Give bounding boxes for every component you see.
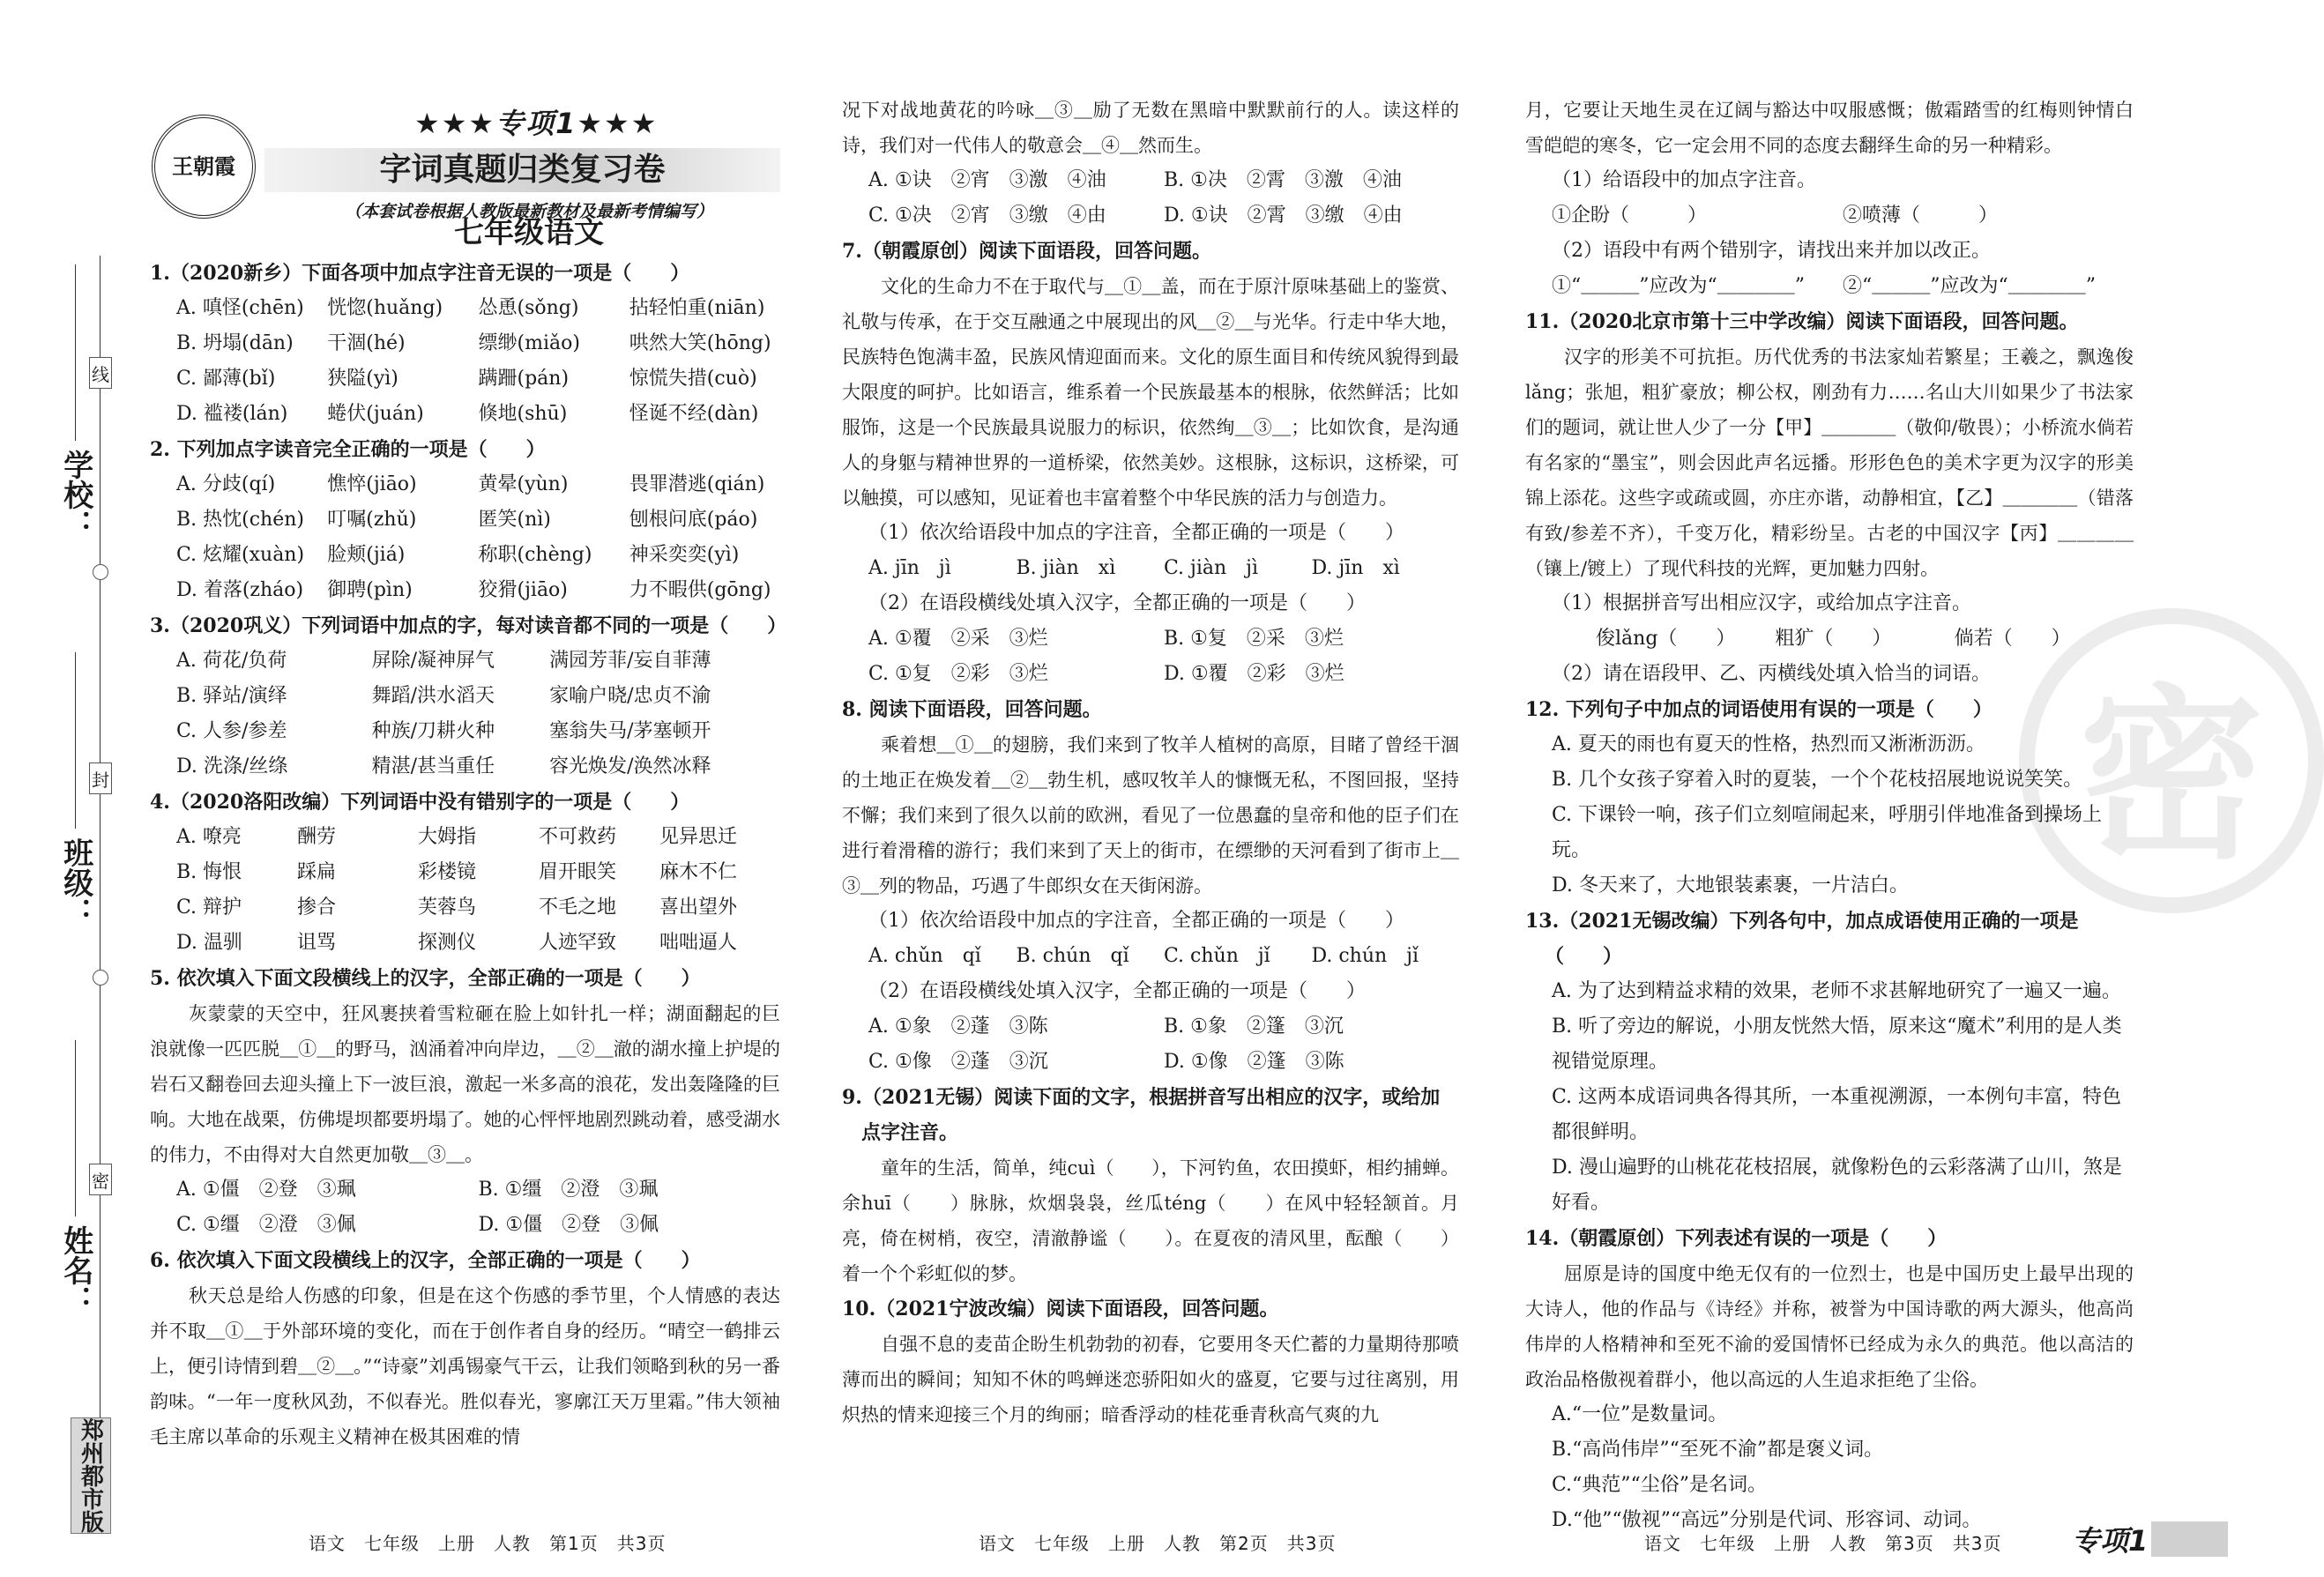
option: 蹒跚(pán) bbox=[478, 368, 570, 390]
question-3-stem: 3.（2020巩义）下列词语中加点的字，每对读音都不同的一项是（ ） bbox=[150, 614, 787, 637]
option[interactable]: A. 荷花/负荷 bbox=[176, 650, 287, 672]
question-7-sub1: （1）依次给语段中加点的字注音，全都正确的一项是（ ） bbox=[868, 522, 1404, 544]
question-10-sub2-items[interactable] bbox=[1525, 269, 2134, 304]
question-8-passage: 乘着想＿①＿的翅膀，我们来到了牧羊人植树的高原，目睹了曾经干涸的土地正在焕发着＿②＿勃生机，感叹牧羊人的慷慨无私，不图回报，坚持不懈；我们来到了很久以前的欧洲，看见了一位愚蠢的皇帝和他的臣子们在进行着滑稽的游行；我们来到了天上的街市，在缥缈的天河看到了街市上＿③＿列的物品，巧遇了牛郎织女在天街闲游。 bbox=[842, 734, 1459, 896]
answer-blank[interactable]: ②“＿＿＿”应改为“＿＿＿＿” bbox=[1843, 275, 2096, 297]
answer-blank[interactable]: ②喷薄（ ） bbox=[1843, 205, 1999, 227]
question-1-options[interactable] bbox=[150, 291, 780, 432]
question-12-stem: 12. 下列句子中加点的词语使用有误的一项是（ ） bbox=[1525, 698, 1993, 721]
option[interactable]: A. chǔn qǐ bbox=[868, 945, 981, 967]
header bbox=[150, 0, 780, 256]
option: 酬劳 bbox=[297, 826, 337, 848]
option: 力不暇供(gōng) bbox=[629, 579, 771, 601]
option[interactable]: B. 悔恨 bbox=[176, 861, 242, 883]
option: 怂恿(sǒng) bbox=[478, 297, 579, 319]
brand-bar bbox=[2151, 1521, 2228, 1557]
option: 缥缈(miǎo) bbox=[478, 332, 580, 354]
question-11-sub1: （1）根据拼音写出相应汉字，或给加点字注音。 bbox=[1552, 592, 1971, 614]
option: 不可救药 bbox=[539, 826, 617, 848]
option: 刨根问底(páo) bbox=[629, 509, 758, 531]
option[interactable]: A. ①僵 ②登 ③珮 bbox=[176, 1179, 356, 1201]
page-title: 字词真题归类复习卷 bbox=[379, 152, 666, 188]
option: 匿笑(nì) bbox=[478, 509, 551, 531]
school-blank[interactable] bbox=[75, 264, 76, 441]
option: 黄晕(yùn) bbox=[478, 473, 569, 495]
answer-blank[interactable]: ①企盼（ ） bbox=[1552, 205, 1708, 227]
option[interactable]: C. 辩护 bbox=[176, 896, 242, 919]
option[interactable]: B. ①复 ②采 ③烂 bbox=[1164, 628, 1344, 650]
option[interactable]: B. 热忱(chén) bbox=[176, 509, 304, 531]
option: 屏除/凝神屏气 bbox=[371, 650, 495, 672]
option: 精湛/甚当重任 bbox=[371, 755, 495, 777]
option[interactable]: B. 几个女孩子穿着入时的夏装，一个个花枝招展地说说笑笑。 bbox=[1552, 769, 2083, 791]
question-6-passage: 秋天总是给人伤感的印象，但是在这个伤感的季节里，个人情感的表达并不取＿①＿于外部环境的变化，而在于创作者自身的经历。“晴空一鹤排云上，便引诗情到碧＿②＿。”“诗豪”刘禹锡豪气干云，让我们领略到秋的另一番韵味。“一年一度秋风劲，不似春光。胜似春光，寥廓江天万里霜。”伟大领袖毛主席以革命的乐观主义精神在极其困难的情 bbox=[150, 1285, 780, 1447]
option: 塞翁失马/茅塞顿开 bbox=[549, 720, 711, 742]
option: 见异思迁 bbox=[659, 826, 738, 848]
option: 容光焕发/涣然冰释 bbox=[549, 755, 711, 777]
option[interactable]: C. 这两本成语词典各得其所，一本重视溯源，一本例句丰富，特色都很鲜明。 bbox=[1552, 1086, 2122, 1143]
option: 惊慌失措(cuò) bbox=[629, 368, 757, 390]
seal-mi-mark: 密 bbox=[89, 1164, 112, 1195]
confidential-stamp: 密 bbox=[2019, 608, 2324, 913]
question-10-sub1: （1）给语段中的加点字注音。 bbox=[1552, 169, 1816, 191]
edition-label: 郑州都市版 bbox=[71, 1417, 111, 1534]
option[interactable]: A. 夏天的雨也有夏天的性格，热烈而又淅淅沥沥。 bbox=[1552, 733, 1985, 755]
option[interactable]: C. 炫耀(xuàn) bbox=[176, 544, 305, 566]
option: 拈轻怕重(niān) bbox=[629, 297, 765, 319]
option: 芙蓉鸟 bbox=[418, 896, 477, 919]
option[interactable]: C. ①缰 ②澄 ③佩 bbox=[176, 1214, 356, 1236]
name-blank[interactable] bbox=[75, 1040, 76, 1216]
option[interactable]: C. ①像 ②蓬 ③沉 bbox=[868, 1051, 1048, 1073]
question-8-sub1-options[interactable] bbox=[842, 939, 1459, 974]
question-2-options[interactable] bbox=[150, 467, 780, 608]
question-8-stem: 8. 阅读下面语段，回答问题。 bbox=[842, 698, 1102, 721]
option[interactable]: D. 漫山遍野的山桃花花枝招展，就像粉色的云彩落满了山川，煞是好看。 bbox=[1552, 1157, 2122, 1214]
option: 怪诞不经(dàn) bbox=[629, 403, 759, 425]
option[interactable]: C. chǔn jǐ bbox=[1164, 945, 1270, 967]
option: 喜出望外 bbox=[659, 896, 738, 919]
option[interactable]: B. jiàn xì bbox=[1016, 557, 1116, 579]
option[interactable]: B.“高尚伟岸”“至死不渝”都是褒义词。 bbox=[1552, 1439, 1884, 1461]
option[interactable]: B. chún qǐ bbox=[1016, 945, 1129, 967]
binding-sidebar bbox=[0, 0, 132, 1577]
option[interactable]: D. ①诀 ②霄 ③缴 ④由 bbox=[1164, 205, 1403, 227]
option: 不毛之地 bbox=[539, 896, 617, 919]
page-subtitle: （本套试卷根据人教版最新教材及最新考情编写） bbox=[344, 202, 713, 221]
section-badge: ★★★专项1★★★ bbox=[414, 107, 659, 140]
question-8-sub2: （2）在语段横线处填入汉字，全都正确的一项是（ ） bbox=[868, 980, 1366, 1002]
brand-logo: 王朝霞 bbox=[152, 115, 256, 219]
answer-blank[interactable]: 俊lǎng（ ） bbox=[1596, 628, 1736, 650]
question-10-passage-cont: 月，它要让天地生灵在辽阔与豁达中叹服感慨；傲霜踏雪的红梅则钟情白雪皑皑的寒冬，它一定会用不同的态度去翻绎生命的另一种精彩。 bbox=[1525, 100, 2134, 156]
column-3 bbox=[1525, 93, 2134, 1538]
option[interactable]: C. ①复 ②彩 ③烂 bbox=[868, 663, 1048, 685]
question-8-sub2-options[interactable] bbox=[842, 1009, 1459, 1080]
section-footer-badge: 专项1 bbox=[2072, 1524, 2149, 1558]
question-5-stem: 5. 依次填入下面文段横线上的汉字，全部正确的一项是（ ） bbox=[150, 967, 701, 990]
option: 探测仪 bbox=[418, 932, 477, 954]
question-5-options[interactable] bbox=[150, 1172, 780, 1243]
question-10-sub2: （2）语段中有两个错别字，请找出来并加以改正。 bbox=[1552, 240, 1991, 262]
question-11-sub2: （2）请在语段甲、乙、丙横线处填入恰当的词语。 bbox=[1552, 663, 1991, 685]
grade-title: 七年级语文 bbox=[454, 215, 604, 250]
page-footer-3: 语文 七年级 上册 人教 第3页 共3页 bbox=[1644, 1533, 2002, 1554]
option[interactable]: A. ①象 ②蓬 ③陈 bbox=[868, 1015, 1048, 1038]
column-1 bbox=[150, 0, 787, 1454]
option[interactable]: A. ①诀 ②宵 ③激 ④油 bbox=[868, 169, 1106, 191]
option: 种族/刀耕火种 bbox=[371, 720, 495, 742]
page-footer-2: 语文 七年级 上册 人教 第2页 共3页 bbox=[979, 1533, 1337, 1554]
school-label: 学校： bbox=[57, 450, 93, 539]
seal-circle bbox=[93, 564, 108, 580]
question-6-stem: 6. 依次填入下面文段横线上的汉字，全部正确的一项是（ ） bbox=[150, 1249, 701, 1272]
question-3-options[interactable] bbox=[150, 643, 780, 785]
option[interactable]: B. ①象 ②篷 ③沉 bbox=[1164, 1015, 1344, 1038]
seal-line-mark: 线 bbox=[89, 357, 112, 389]
question-9-stem: 9.（2021无锡）阅读下面的文字，根据拼音写出相应的汉字，或给加点字注音。 bbox=[842, 1086, 1441, 1144]
name-label: 姓名： bbox=[57, 1225, 93, 1315]
answer-blank[interactable]: 倘若（ ） bbox=[1954, 628, 2071, 650]
option[interactable]: D. chún jǐ bbox=[1311, 945, 1419, 967]
option[interactable]: B. 驿站/演绎 bbox=[176, 685, 287, 707]
option[interactable]: D. ①像 ②篷 ③陈 bbox=[1164, 1051, 1344, 1073]
question-4-stem: 4.（2020洛阳改编）下列词语中没有错别字的一项是（ ） bbox=[150, 791, 690, 814]
option[interactable]: D. 褴褛(lán) bbox=[176, 403, 288, 425]
option: 蜷伏(juán) bbox=[327, 403, 424, 425]
option[interactable]: C.“典范”“尘俗”是名词。 bbox=[1552, 1474, 1768, 1496]
option: 称职(chèng) bbox=[478, 544, 592, 566]
option[interactable]: D.“他”“傲视”“高远”分别是代词、形容词、动词。 bbox=[1552, 1509, 1982, 1531]
option: 满园芳菲/妄自菲薄 bbox=[549, 650, 711, 672]
seal-feng-mark: 封 bbox=[89, 762, 112, 794]
question-7-sub2: （2）在语段横线处填入汉字，全都正确的一项是（ ） bbox=[868, 592, 1366, 614]
option[interactable]: D. 洗涤/丝绦 bbox=[176, 755, 288, 777]
question-2-stem: 2. 下列加点字读音完全正确的一项是（ ） bbox=[150, 438, 546, 461]
question-10-stem: 10.（2021宁波改编）阅读下面语段，回答问题。 bbox=[842, 1298, 1279, 1320]
question-9-passage[interactable]: 童年的生活，简单，纯cuì（ ），下河钓鱼，农田摸虾，相约捕蝉。余huī（ ）脉脉，炊烟袅袅，丝瓜téng（ ）在风中轻轻颔首。月亮，倚在树梢，夜空，清澈静谧（ ）。在夏夜的清风里，酝酿（ ）着一个个彩虹似的梦。 bbox=[842, 1157, 1459, 1284]
question-11-stem: 11.（2020北京市第十三中学改编）阅读下面语段，回答问题。 bbox=[1525, 310, 2079, 333]
option: 干涸(hé) bbox=[327, 332, 406, 354]
option[interactable]: C. 鄙薄(bǐ) bbox=[176, 368, 276, 390]
option[interactable]: D. 着落(zháo) bbox=[176, 579, 304, 601]
answer-blank[interactable]: 粗犷（ ） bbox=[1775, 628, 1892, 650]
question-14-stem: 14.（朝霞原创）下列表述有误的一项是（ ） bbox=[1525, 1227, 1948, 1250]
option[interactable]: B. 坍塌(dān) bbox=[176, 332, 294, 354]
option: 眉开眼笑 bbox=[539, 861, 617, 883]
school-field[interactable] bbox=[48, 264, 101, 539]
question-11-passage: 汉字的形美不可抗拒。历代优秀的书法家灿若繁星；王羲之，飘逸俊lǎng；张旭，粗犷豪放；柳公权，刚劲有力……名山大川如果少了书法家们的题词，就让世人少了一分【甲】＿＿＿＿（敬仰/敬畏）；小桥流水倘若有名家的“墨宝”，则会因此声名远播。形形色色的美术字更为汉字的形美锦上添花。这些字或疏或圆，亦庄亦谐，动静相宜，【乙】＿＿＿＿（错落有致/参差不齐），千变万化，精彩纷呈。古老的中国汉字【丙】＿＿＿＿（镶上/镀上）了现代科技的光辉，更加魅力四射。 bbox=[1525, 346, 2134, 579]
column-2 bbox=[842, 93, 1459, 1432]
option[interactable]: B. ①缰 ②澄 ③珮 bbox=[478, 1179, 659, 1201]
page-footer-1: 语文 七年级 上册 人教 第1页 共3页 bbox=[309, 1533, 667, 1554]
option: 大姆指 bbox=[418, 826, 477, 848]
question-11-sub1-items[interactable] bbox=[1525, 621, 2134, 657]
option[interactable]: A. 分歧(qí) bbox=[176, 473, 276, 495]
option: 掺合 bbox=[297, 896, 337, 919]
option: 咄咄逼人 bbox=[659, 932, 738, 954]
option[interactable]: B. ①决 ②霄 ③激 ④油 bbox=[1164, 169, 1402, 191]
question-13-stem: 13.（2021无锡改编）下列各句中，加点成语使用正确的一项是（ ） bbox=[1525, 910, 2079, 968]
question-10-passage: 自强不息的麦苗企盼生机勃勃的初春，它要用冬天伫蓄的力量期待那喷薄而出的瞬间；知知不休的鸣蝉迷恋骄阳如火的盛夏，它要与过往离别，用炽热的情来迎接三个月的绚丽；暗香浮动的桂花垂青秋高气爽的九 bbox=[842, 1334, 1459, 1425]
class-blank[interactable] bbox=[75, 652, 76, 829]
option[interactable]: A. 嗔怪(chēn) bbox=[176, 297, 304, 319]
question-6-passage-cont: 况下对战地黄花的吟咏＿③＿励了无数在黑暗中默默前行的人。读这样的诗，我们对一代伟人的敬意会＿④＿然而生。 bbox=[842, 100, 1459, 156]
option[interactable]: A.“一位”是数量词。 bbox=[1552, 1403, 1728, 1425]
option[interactable]: C. 下课铃一响，孩子们立刻喧闹起来，呼朋引伴地准备到操场上玩。 bbox=[1552, 804, 2103, 861]
option[interactable]: A. 为了达到精益求精的效果，老师不求甚解地研究了一遍又一遍。 bbox=[1552, 980, 2121, 1002]
option: 踩扁 bbox=[297, 861, 337, 883]
option: 恍惚(huǎng) bbox=[327, 297, 443, 319]
option: 倏地(shū) bbox=[478, 403, 568, 425]
option[interactable]: C. ①决 ②宵 ③缴 ④由 bbox=[868, 205, 1106, 227]
question-14-passage: 屈原是诗的国度中绝无仅有的一位烈士，也是中国历史上最早出现的大诗人，他的作品与《诗经》并称，被誉为中国诗歌的两大源头，他高尚伟岸的人格精神和至死不渝的爱国情怀已经成为永久的典范。他以高洁的政治品格傲视着群小，他以高远的人生追求拒绝了尘俗。 bbox=[1525, 1263, 2134, 1390]
option: 狭隘(yì) bbox=[327, 368, 399, 390]
option: 家喻户晓/忠贞不渝 bbox=[549, 685, 711, 707]
option[interactable]: D. ①覆 ②彩 ③烂 bbox=[1164, 663, 1344, 685]
option: 彩楼镜 bbox=[418, 861, 477, 883]
option: 狡猾(jiāo) bbox=[478, 579, 568, 601]
option[interactable]: C. 人参/参差 bbox=[176, 720, 287, 742]
option: 御聘(pìn) bbox=[327, 579, 413, 601]
option: 畏罪潜逃(qián) bbox=[629, 473, 765, 495]
option[interactable]: B. 听了旁边的解说，小朋友恍然大悟，原来这“魔术”利用的是人类视错觉原理。 bbox=[1552, 1015, 2122, 1073]
option[interactable]: D. 温驯 bbox=[176, 932, 242, 954]
question-6-options[interactable] bbox=[842, 163, 1459, 234]
option[interactable]: A. 嘹亮 bbox=[176, 826, 242, 848]
option[interactable]: D. jīn xì bbox=[1311, 557, 1400, 579]
question-7-passage: 文化的生命力不在于取代与＿①＿盖，而在于原汁原味基础上的鉴赏、礼敬与传承，在于交互融通之中展现出的风＿②＿与光华。行走中华大地，民族特色饱满丰盈，民族风情迎面而来。文化的原生面目和传统风貌得到最大限度的呵护。比如语言，维系着一个民族最基本的根脉，依然鲜活；比如服饰，这是一个民族最具说服力的标识，依然绚＿③＿；比如饮食，是沟通人的身躯与精神世界的一道桥梁，依然美妙。这根脉，这标识，这桥梁，可以触摸，可以感知，见证着也丰富着整个中华民族的活力与创造力。 bbox=[842, 276, 1459, 509]
option: 叮嘱(zhǔ) bbox=[327, 509, 417, 531]
option: 舞蹈/洪水滔天 bbox=[371, 685, 495, 707]
option[interactable]: C. jiàn jì bbox=[1164, 557, 1259, 579]
option: 哄然大笑(hōng) bbox=[629, 332, 771, 354]
option[interactable]: D. 冬天来了，大地银装素裹，一片洁白。 bbox=[1552, 874, 1909, 896]
question-7-sub1-options[interactable] bbox=[842, 551, 1459, 586]
question-1-stem: 1.（2020新乡）下面各项中加点字注音无误的一项是（ ） bbox=[150, 262, 690, 285]
option[interactable]: A. ①覆 ②采 ③烂 bbox=[868, 628, 1048, 650]
question-5-passage: 灰蒙蒙的天空中，狂风裹挟着雪粒砸在脸上如针扎一样；湖面翻起的巨浪就像一匹匹脱＿①＿的野马，汹涌着冲向岸边，＿②＿澈的湖水撞上护堤的岩石又翻卷回去迎头撞上下一波巨浪，激起一米多高的浪花，发出轰隆隆的巨响。大地在战栗，仿佛堤坝都要坍塌了。她的心怦怦地剧烈跳动着，感受湖水的伟力，不由得对大自然更加敬＿③＿。 bbox=[150, 1003, 780, 1165]
option: 憔悴(jiāo) bbox=[327, 473, 417, 495]
option: 脸颊(jiá) bbox=[327, 544, 406, 566]
class-label: 班级： bbox=[57, 837, 93, 927]
option: 诅骂 bbox=[297, 932, 337, 954]
question-10-sub1-items[interactable] bbox=[1525, 198, 2134, 234]
seal-circle bbox=[93, 970, 108, 986]
question-7-sub2-options[interactable] bbox=[842, 621, 1459, 692]
option: 神采奕奕(yì) bbox=[629, 544, 740, 566]
question-8-sub1: （1）依次给语段中加点的字注音，全都正确的一项是（ ） bbox=[868, 910, 1404, 932]
option[interactable]: A. jīn jì bbox=[868, 557, 951, 579]
answer-blank[interactable]: ①“＿＿＿”应改为“＿＿＿＿” bbox=[1552, 275, 1805, 297]
option: 麻木不仁 bbox=[659, 861, 738, 883]
question-7-stem: 7.（朝霞原创）阅读下面语段，回答问题。 bbox=[842, 240, 1211, 263]
option[interactable]: D. ①僵 ②登 ③佩 bbox=[478, 1214, 659, 1236]
option: 人迹罕致 bbox=[539, 932, 617, 954]
question-4-options[interactable] bbox=[150, 820, 780, 961]
